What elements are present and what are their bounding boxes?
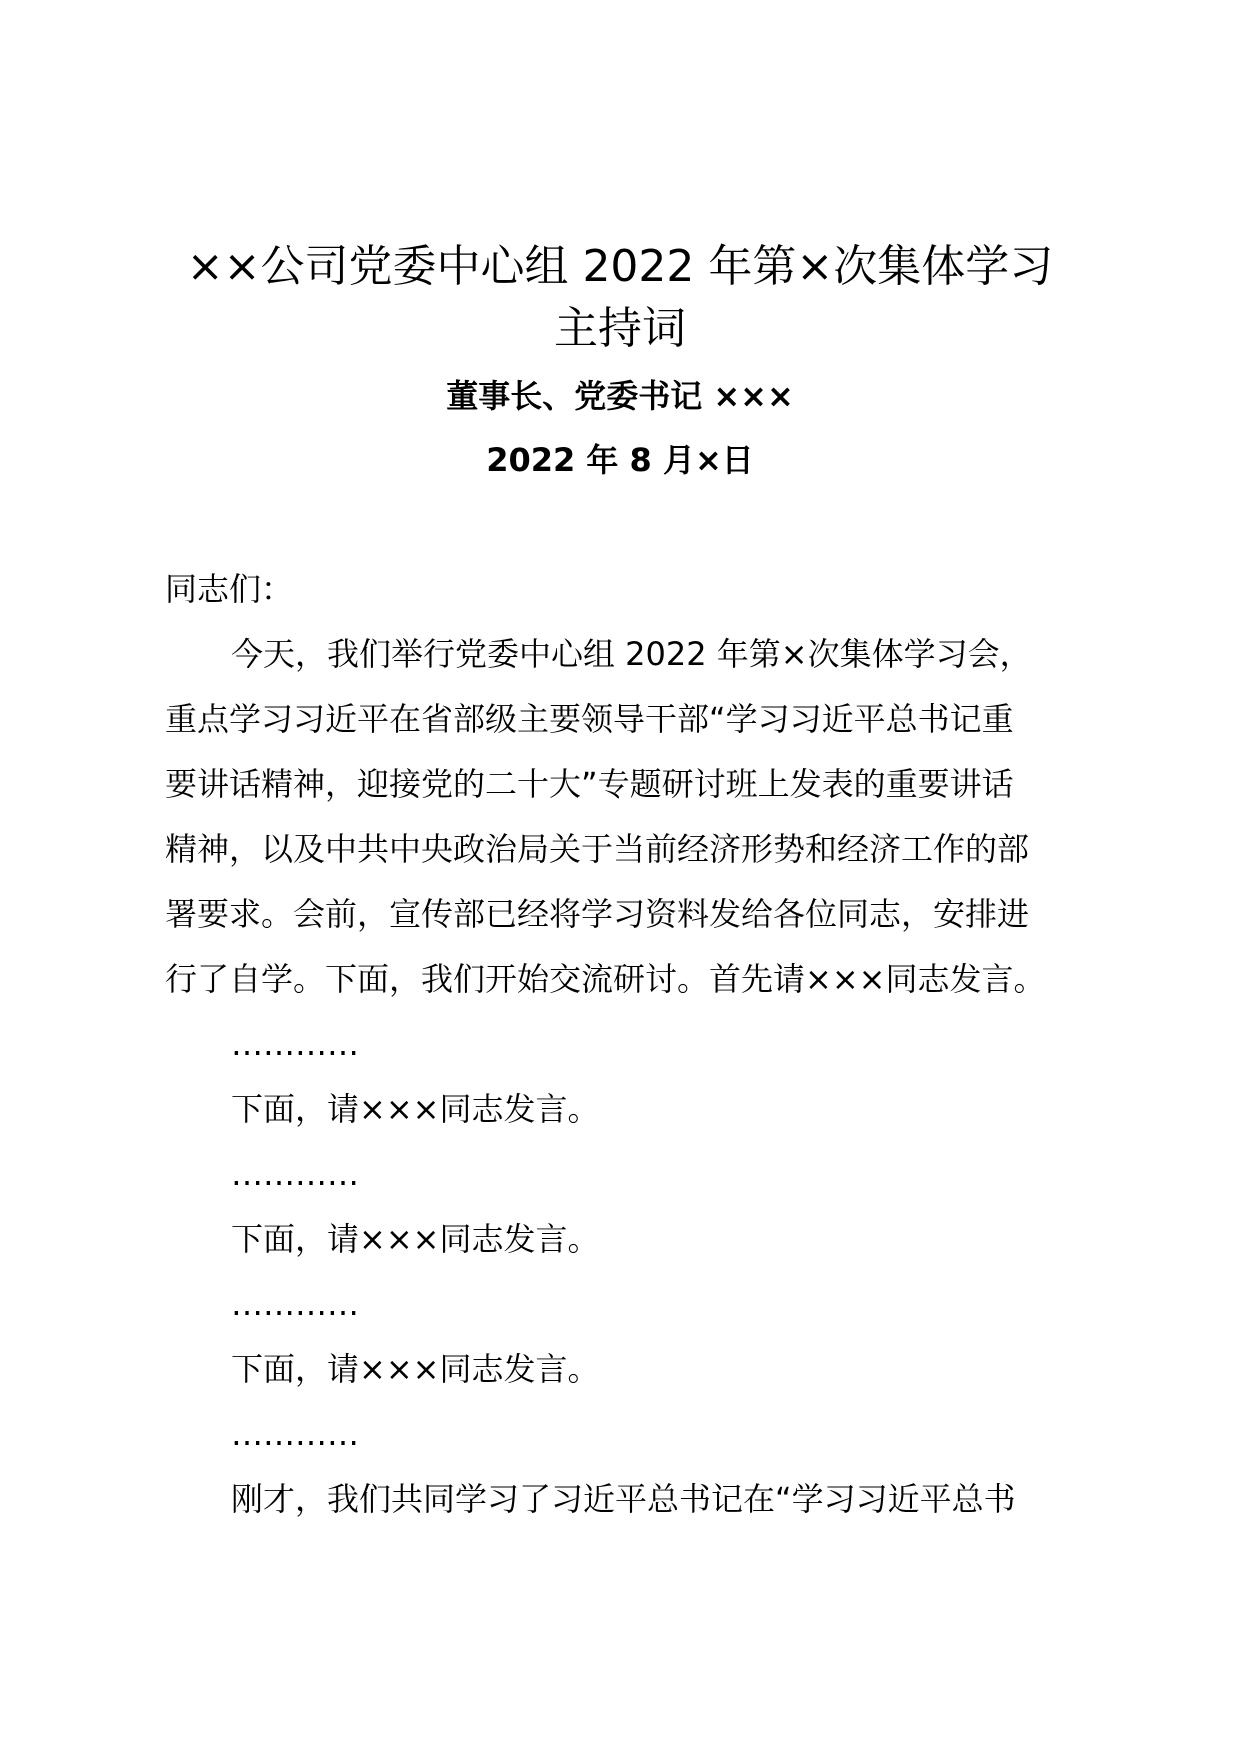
ellipsis-3: ………… bbox=[231, 1285, 359, 1323]
document-title-line1: ××公司党委中心组 2022 年第×次集体学习 bbox=[186, 241, 1054, 292]
ellipsis-1: ………… bbox=[231, 1025, 359, 1063]
next-speaker-2: 下面，请×××同志发言。 bbox=[231, 1220, 600, 1258]
salutation: 同志们： bbox=[165, 570, 294, 608]
ellipsis-2: ………… bbox=[231, 1155, 359, 1193]
ellipsis-4: ………… bbox=[231, 1415, 359, 1453]
paragraph1-line3: 要讲话精神，迎接党的二十大”专题研讨班上发表的重要讲话 bbox=[165, 765, 1014, 803]
next-speaker-1: 下面，请×××同志发言。 bbox=[231, 1090, 600, 1128]
paragraph1-line1: 今天，我们举行党委中心组 2022 年第×次集体学习会， bbox=[231, 635, 1032, 673]
closing-line: 刚才，我们共同学习了习近平总书记在“学习习近平总书 bbox=[231, 1480, 1016, 1518]
paragraph1-line5: 署要求。会前，宣传部已经将学习资料发给各位同志，安排进 bbox=[165, 895, 1030, 933]
paragraph1-line4: 精神，以及中共中央政治局关于当前经济形势和经济工作的部 bbox=[165, 830, 1030, 868]
document-title-line2: 主持词 bbox=[554, 303, 686, 354]
paragraph1-line6: 行了自学。下面，我们开始交流研讨。首先请×××同志发言。 bbox=[165, 960, 1046, 998]
paragraph1-line2: 重点学习习近平在省部级主要领导干部“学习习近平总书记重 bbox=[165, 700, 1014, 738]
date-line: 2022 年 8 月×日 bbox=[486, 441, 754, 479]
next-speaker-3: 下面，请×××同志发言。 bbox=[231, 1350, 600, 1388]
author-line: 董事长、党委书记 ××× bbox=[446, 377, 794, 415]
